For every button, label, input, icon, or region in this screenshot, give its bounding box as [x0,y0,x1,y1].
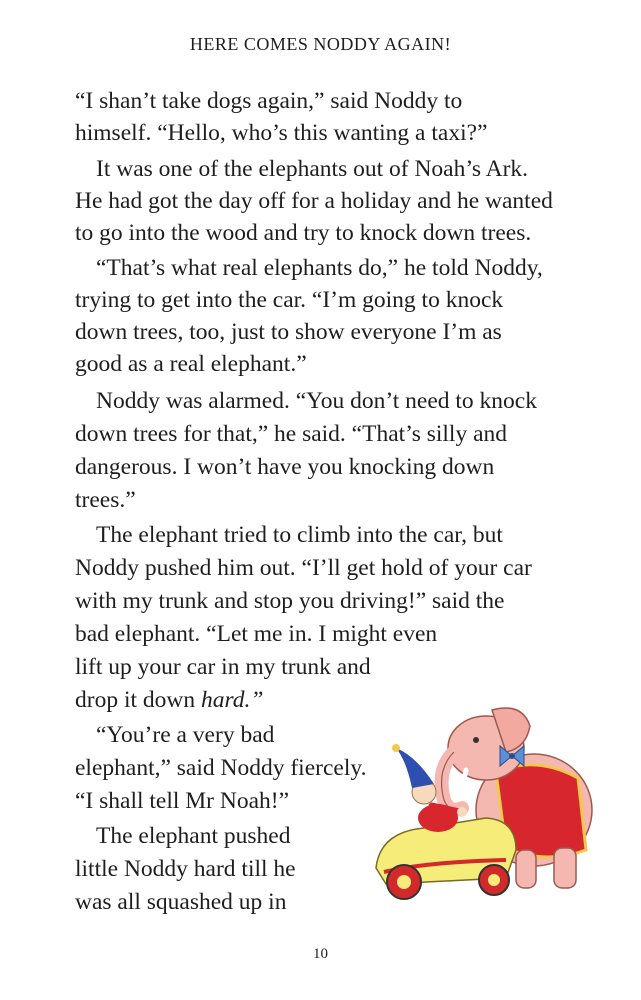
text-line: It was one of the elephants out of Noah’s Ark. [96,156,529,182]
text-line: “I shall tell Mr Noah!” [75,788,290,814]
text-line: The elephant tried to climb into the car, but [96,522,503,548]
elephant-and-noddy-car-illustration [366,700,598,910]
text-line: Noddy pushed him out. “I’ll get hold of your car [75,555,532,581]
text-line: “You’re a very bad [96,722,275,748]
emphasized-word: hard.” [200,687,264,713]
text-segment: drop it down [75,687,201,713]
text-line: elephant,” said Noddy fiercely. [75,755,367,781]
text-line: down trees, too, just to show everyone I’m as [75,319,502,345]
text-line: good as a real elephant.” [75,351,307,377]
text-line: bad elephant. “Let me in. I might even [75,621,438,647]
text-line: to go into the wood and try to knock down trees. [75,220,532,246]
text-line: He had got the day off for a holiday and he wanted [75,188,553,214]
text-line: little Noddy hard till he [75,856,296,882]
text-line: himself. “Hello, who’s this wanting a taxi?” [75,120,488,146]
text-line: was all squashed up in [75,889,287,915]
text-line: with my trunk and stop you driving!” said the [75,588,505,614]
text-line: dangerous. I won’t have you knocking down [75,454,495,480]
text-line: trying to get into the car. “I’m going to knock [75,287,504,313]
text-line: trees.” [75,487,136,513]
text-line [75,685,263,715]
text-line: Noddy was alarmed. “You don’t need to knock [96,388,537,414]
text-line: “That’s what real elephants do,” he told Noddy, [96,255,543,281]
text-line: The elephant pushed [96,823,291,849]
text-line: lift up your car in my trunk and [75,654,371,680]
text-line: “I shan’t take dogs again,” said Noddy to [75,88,463,114]
running-header: HERE COMES NODDY AGAIN! [189,34,452,54]
page-number: 10 [313,946,328,962]
text-line: down trees for that,” he said. “That’s silly and [75,421,508,447]
